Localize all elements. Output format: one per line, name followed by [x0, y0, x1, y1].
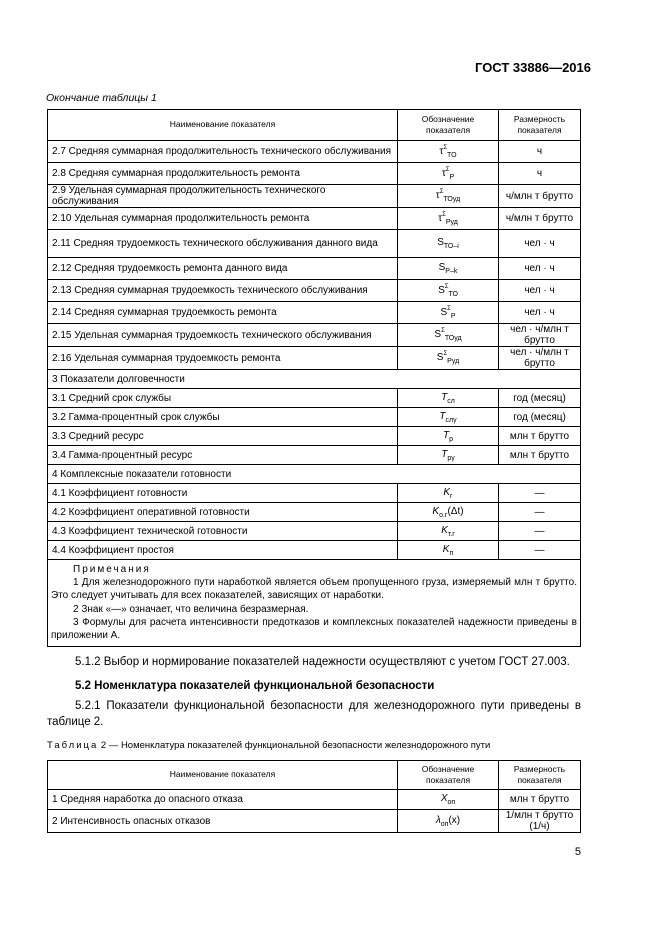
indicator-name: 2.16 Удельная суммарная трудоемкость ремонта: [48, 347, 398, 370]
col-header-symbol: Обозначение показателя: [398, 761, 499, 790]
symbol-superscript: Σ: [447, 305, 451, 312]
section-title: 4 Комплексные показатели готовности: [48, 465, 581, 484]
indicator-unit: млн т брутто: [499, 427, 581, 446]
table-row: [48, 427, 581, 446]
table-row: [48, 408, 581, 427]
symbol-subscript: сл: [447, 397, 455, 405]
section-heading-5-2: 5.2 Номенклатура показателей функциональной безопасности: [75, 680, 435, 692]
symbol-cell: [398, 185, 499, 208]
symbol-main: K: [432, 505, 440, 517]
table-row: [48, 446, 581, 465]
table-row: [48, 389, 581, 408]
indicator-unit: чел · ч/млн т брутто: [499, 324, 581, 347]
indicator-name: 2.10 Удельная суммарная продолжительность ремонта: [48, 208, 398, 230]
table-row: [48, 280, 581, 302]
table-row: [48, 541, 581, 560]
col-header-symbol: Обозначение показателя: [398, 110, 499, 141]
note-1: 1 Для железнодорожного пути наработкой является объем пропущенного груза, измеряемый млн т брутто. Это следует учитывать для всех показателей, зависящих от наработки.: [51, 577, 577, 602]
symbol-subscript: ТО: [448, 290, 458, 298]
indicator-unit: млн т брутто: [499, 790, 581, 810]
symbol-main: T: [441, 391, 448, 403]
indicator-unit: год (месяц): [499, 408, 581, 427]
symbol-main: τ: [441, 167, 446, 179]
symbol-main: T: [439, 410, 446, 422]
indicator-unit: чел · ч: [499, 302, 581, 324]
symbol-superscript: Σ: [439, 189, 444, 195]
symbol-subscript: оп: [440, 820, 449, 828]
table-row: [48, 302, 581, 324]
symbol-cell: [398, 541, 499, 560]
table-continuation-label: Окончание таблицы 1: [46, 92, 157, 104]
indicator-name: 3.1 Средний срок службы: [48, 389, 398, 408]
symbol-main: T: [442, 429, 450, 441]
symbol-main: S: [440, 306, 448, 318]
symbol-cell: [398, 347, 499, 370]
symbol-main: τ: [439, 145, 444, 157]
indicator-unit: 1/млн т брутто (1/ч): [499, 810, 581, 833]
col-header-unit: Размерность показателя: [499, 110, 581, 141]
table-row: [48, 185, 581, 208]
indicator-unit: ч/млн т брутто: [499, 208, 581, 230]
indicator-unit: чел · ч: [499, 280, 581, 302]
symbol-main: K: [442, 543, 450, 555]
indicator-name: 3.2 Гамма-процентный срок службы: [48, 408, 398, 427]
indicator-name: 4.4 Коэффициент простоя: [48, 541, 398, 560]
indicator-name: 2.15 Удельная суммарная трудоемкость технического обслуживания: [48, 324, 398, 347]
notes-title: Примечания: [73, 564, 151, 575]
section-row: [48, 370, 581, 389]
symbol-subscript: ТОуд: [443, 196, 461, 203]
indicator-name: 4.2 Коэффициент оперативной готовности: [48, 503, 398, 522]
indicator-unit: —: [499, 541, 581, 560]
table2-caption-text: 2 — Номенклатура показателей функциональной безопасности железнодорожного пути: [98, 740, 491, 751]
symbol-subscript: Р–k: [445, 268, 458, 275]
safety-table: [47, 760, 581, 833]
indicator-unit: чел · ч/млн т брутто: [499, 347, 581, 370]
indicator-unit: ч: [499, 141, 581, 163]
indicator-name: 2.7 Средняя суммарная продолжительность технического обслуживания: [48, 141, 398, 163]
notes-row: [48, 560, 581, 647]
symbol-cell: [398, 810, 499, 833]
section-title: 3 Показатели долговечности: [48, 370, 581, 389]
table-row: [48, 790, 581, 810]
symbol-main: S: [438, 262, 446, 273]
indicator-name: 2.13 Средняя суммарная трудоемкость технического обслуживания: [48, 280, 398, 302]
symbol-cell: [398, 427, 499, 446]
symbol-subscript: п: [449, 549, 454, 557]
symbol-superscript: Σ: [445, 166, 450, 173]
table2-caption-word: Таблица: [47, 740, 99, 751]
paragraph-5-1-2: 5.1.2 Выбор и нормирование показателей надежности осуществляют с учетом ГОСТ 27.003.: [75, 656, 570, 668]
symbol-main: τ: [435, 190, 440, 201]
note-2: 2 Знак «—» означает, что величина безразмерная.: [73, 603, 309, 615]
symbol-subscript: р: [449, 435, 453, 443]
symbol-subscript: Руд: [447, 358, 460, 365]
symbol-subscript: о.г: [439, 511, 448, 519]
symbol-main: X: [440, 793, 448, 804]
reliability-table: [47, 109, 581, 647]
section-row: [48, 465, 581, 484]
symbol-superscript: Σ: [443, 144, 448, 151]
indicator-unit: —: [499, 522, 581, 541]
table-row: [48, 208, 581, 230]
symbol-superscript: Σ: [441, 328, 445, 334]
symbol-cell: [398, 163, 499, 185]
indicator-unit: чел · ч: [499, 258, 581, 280]
symbol-subscript: ТОуд: [444, 335, 462, 342]
table-row: [48, 484, 581, 503]
symbol-subscript: г: [450, 492, 453, 500]
symbol-main: K: [441, 524, 448, 536]
standard-number: ГОСТ 33886—2016: [475, 60, 591, 75]
indicator-unit: год (месяц): [499, 389, 581, 408]
notes-block: [48, 560, 581, 647]
symbol-main: S: [438, 284, 445, 296]
symbol-main: τ: [438, 212, 443, 224]
col-header-name: Наименование показателя: [48, 110, 398, 141]
table-row: [48, 503, 581, 522]
table-row: [48, 324, 581, 347]
symbol-subscript: Р: [449, 173, 455, 181]
symbol-cell: [398, 280, 499, 302]
symbol-superscript: Σ: [443, 351, 448, 357]
symbol-cell: [398, 208, 499, 230]
table-row: [48, 810, 581, 833]
symbol-main: K: [443, 486, 451, 498]
table-row: [48, 141, 581, 163]
indicator-name: 2.14 Средняя суммарная трудоемкость ремонта: [48, 302, 398, 324]
indicator-name: 2 Интенсивность опасных отказов: [48, 810, 398, 833]
table-row: [48, 163, 581, 185]
symbol-cell: [398, 790, 499, 810]
symbol-cell: [398, 324, 499, 347]
symbol-subscript: т.г: [447, 530, 455, 538]
col-header-name: Наименование показателя: [48, 761, 398, 790]
symbol-main: S: [437, 237, 444, 248]
symbol-subscript: ТО–i: [443, 243, 459, 250]
table-row: [48, 347, 581, 370]
indicator-name: 4.3 Коэффициент технической готовности: [48, 522, 398, 541]
col-header-unit: Размерность показателя: [499, 761, 581, 790]
symbol-cell: [398, 389, 499, 408]
table-row: [48, 258, 581, 280]
page-number: 5: [574, 846, 581, 858]
table-row: [48, 522, 581, 541]
paragraph-5-2-1: 5.2.1 Показатели функциональной безопасности для железнодорожного пути приведены в таблице 2.: [47, 700, 581, 729]
symbol-superscript: Σ: [442, 211, 446, 218]
symbol-subscript: оп: [447, 799, 456, 806]
indicator-name: 3.3 Средний ресурс: [48, 427, 398, 446]
symbol-cell: [398, 522, 499, 541]
symbol-main: S: [434, 329, 442, 340]
symbol-cell: [398, 141, 499, 163]
symbol-main: S: [436, 352, 444, 363]
symbol-subscript: Р: [450, 312, 456, 320]
symbol-cell: [398, 484, 499, 503]
symbol-cell: [398, 408, 499, 427]
symbol-cell: [398, 258, 499, 280]
symbol-cell: [398, 446, 499, 465]
indicator-unit: ч/млн т брутто: [499, 185, 581, 208]
symbol-argument: (x): [448, 814, 461, 826]
symbol-argument: (Δt): [447, 505, 464, 517]
indicator-unit: —: [499, 503, 581, 522]
symbol-cell: [398, 230, 499, 258]
table2-caption: [47, 740, 490, 751]
indicator-name: 2.8 Средняя суммарная продолжительность ремонта: [48, 163, 398, 185]
indicator-name: 3.4 Гамма-процентный ресурс: [48, 446, 398, 465]
indicator-name: 2.12 Средняя трудоемкость ремонта данного вида: [48, 258, 398, 280]
indicator-name: 4.1 Коэффициент готовности: [48, 484, 398, 503]
indicator-name: 1 Средняя наработка до опасного отказа: [48, 790, 398, 810]
indicator-unit: ч: [499, 163, 581, 185]
indicator-unit: чел · ч: [499, 230, 581, 258]
note-3: 3 Формулы для расчета интенсивности предотказов и комплексных показателей надежности приведены в приложении А.: [51, 616, 577, 641]
table-row: [48, 230, 581, 258]
symbol-main: λ: [435, 814, 441, 826]
symbol-subscript: слγ: [445, 416, 457, 424]
indicator-name: 2.11 Средняя трудоемкость технического обслуживания данного вида: [48, 230, 398, 258]
indicator-unit: млн т брутто: [499, 446, 581, 465]
symbol-superscript: Σ: [444, 283, 449, 290]
symbol-cell: [398, 503, 499, 522]
symbol-subscript: Руд: [445, 218, 458, 226]
symbol-subscript: рγ: [447, 454, 455, 462]
indicator-name: 2.9 Удельная суммарная продолжительность технического обслуживания: [48, 185, 398, 208]
symbol-subscript: TO: [447, 151, 457, 159]
symbol-main: T: [441, 448, 448, 460]
indicator-unit: —: [499, 484, 581, 503]
symbol-cell: [398, 302, 499, 324]
